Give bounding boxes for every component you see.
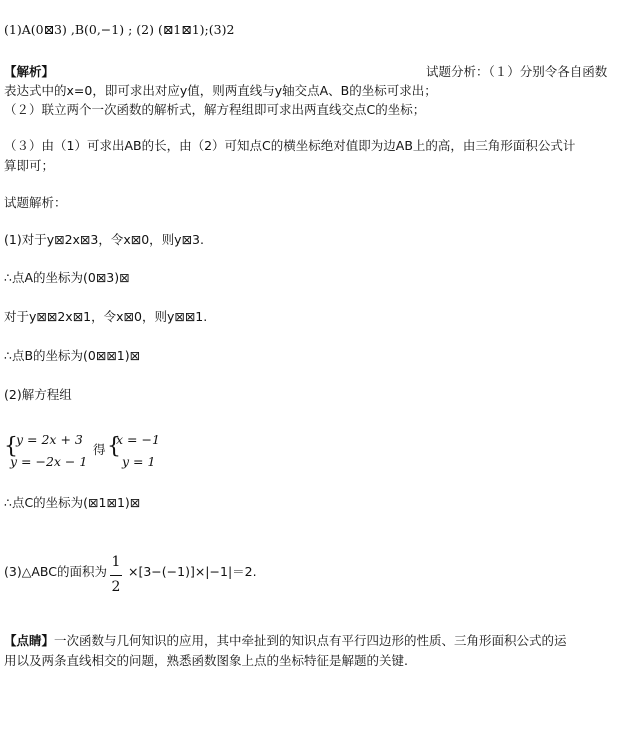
system-eq-2: y = −2x − 1	[10, 454, 88, 469]
comment-text-1: 一次函数与几何知识的应用，其中牵扯到的知识点有平行四边形的性质、三角形面积公式的运	[54, 633, 567, 648]
fraction-denominator: 2	[111, 578, 121, 595]
solution-line-b: 对于y⊠⊠2x⊠1，令x⊠0，则y⊠⊠1.	[4, 309, 208, 324]
area-prefix: (3)△ABC的面积为	[4, 564, 107, 579]
analysis-line-2: （２）联立两个一次函数的解析式，解方程组即可求出两直线交点C的坐标；	[4, 102, 426, 117]
result-x: x = −1	[116, 432, 160, 447]
fraction-numerator: 1	[111, 554, 121, 570]
comment-line-2: 用以及两条直线相交的问题，熟悉函数图象上点的坐标特征是解题的关键.	[4, 653, 408, 668]
point-c-coordinate: ∴点C的坐标为(⊠1⊠1)⊠	[4, 495, 141, 510]
analysis-line-1: 表达式中的x=0，即可求出对应y值，则两直线与y轴交点A、B的坐标可求出；	[4, 83, 437, 98]
right-brace: {	[107, 434, 121, 459]
solution-heading: 试题解析：	[4, 195, 67, 210]
area-suffix: ×[3−(−1)]×|−1|＝2.	[128, 564, 257, 579]
analysis-line-3a: （３）由（1）可求出AB的长，由（2）可知点C的横坐标绝对值即为边AB上的高，由三角形面积公式计	[4, 138, 576, 153]
system-result-label: 得	[93, 442, 106, 457]
point-b-coordinate: ∴点B的坐标为(0⊠⊠1)⊠	[4, 348, 141, 363]
area-formula	[4, 552, 624, 595]
analysis-heading: 试题分析：（１）分别令各自函数	[426, 64, 608, 79]
analysis-line-3b: 算即可；	[4, 158, 55, 173]
comment-tag: 【点睛】	[4, 633, 55, 648]
point-a-coordinate: ∴点A的坐标为(0⊠3)⊠	[4, 270, 130, 285]
left-brace: {	[4, 434, 18, 459]
analysis-tag: 【解析】	[4, 64, 55, 79]
comment-line-1	[4, 631, 626, 650]
solution-part2: (2)解方程组	[4, 387, 72, 402]
result-y: y = 1	[122, 454, 156, 469]
fraction-one-half	[110, 552, 122, 598]
solution-part1: (1)对于y⊠2x⊠3，令x⊠0，则y⊠3.	[4, 232, 204, 247]
answer-line: (1)A(0⊠3) ,B(0,−1) ; (2) (⊠1⊠1);(3)2	[4, 22, 235, 37]
equation-system	[0, 424, 200, 472]
system-eq-1: y = 2x + 3	[16, 432, 83, 447]
analysis-section	[4, 62, 626, 81]
